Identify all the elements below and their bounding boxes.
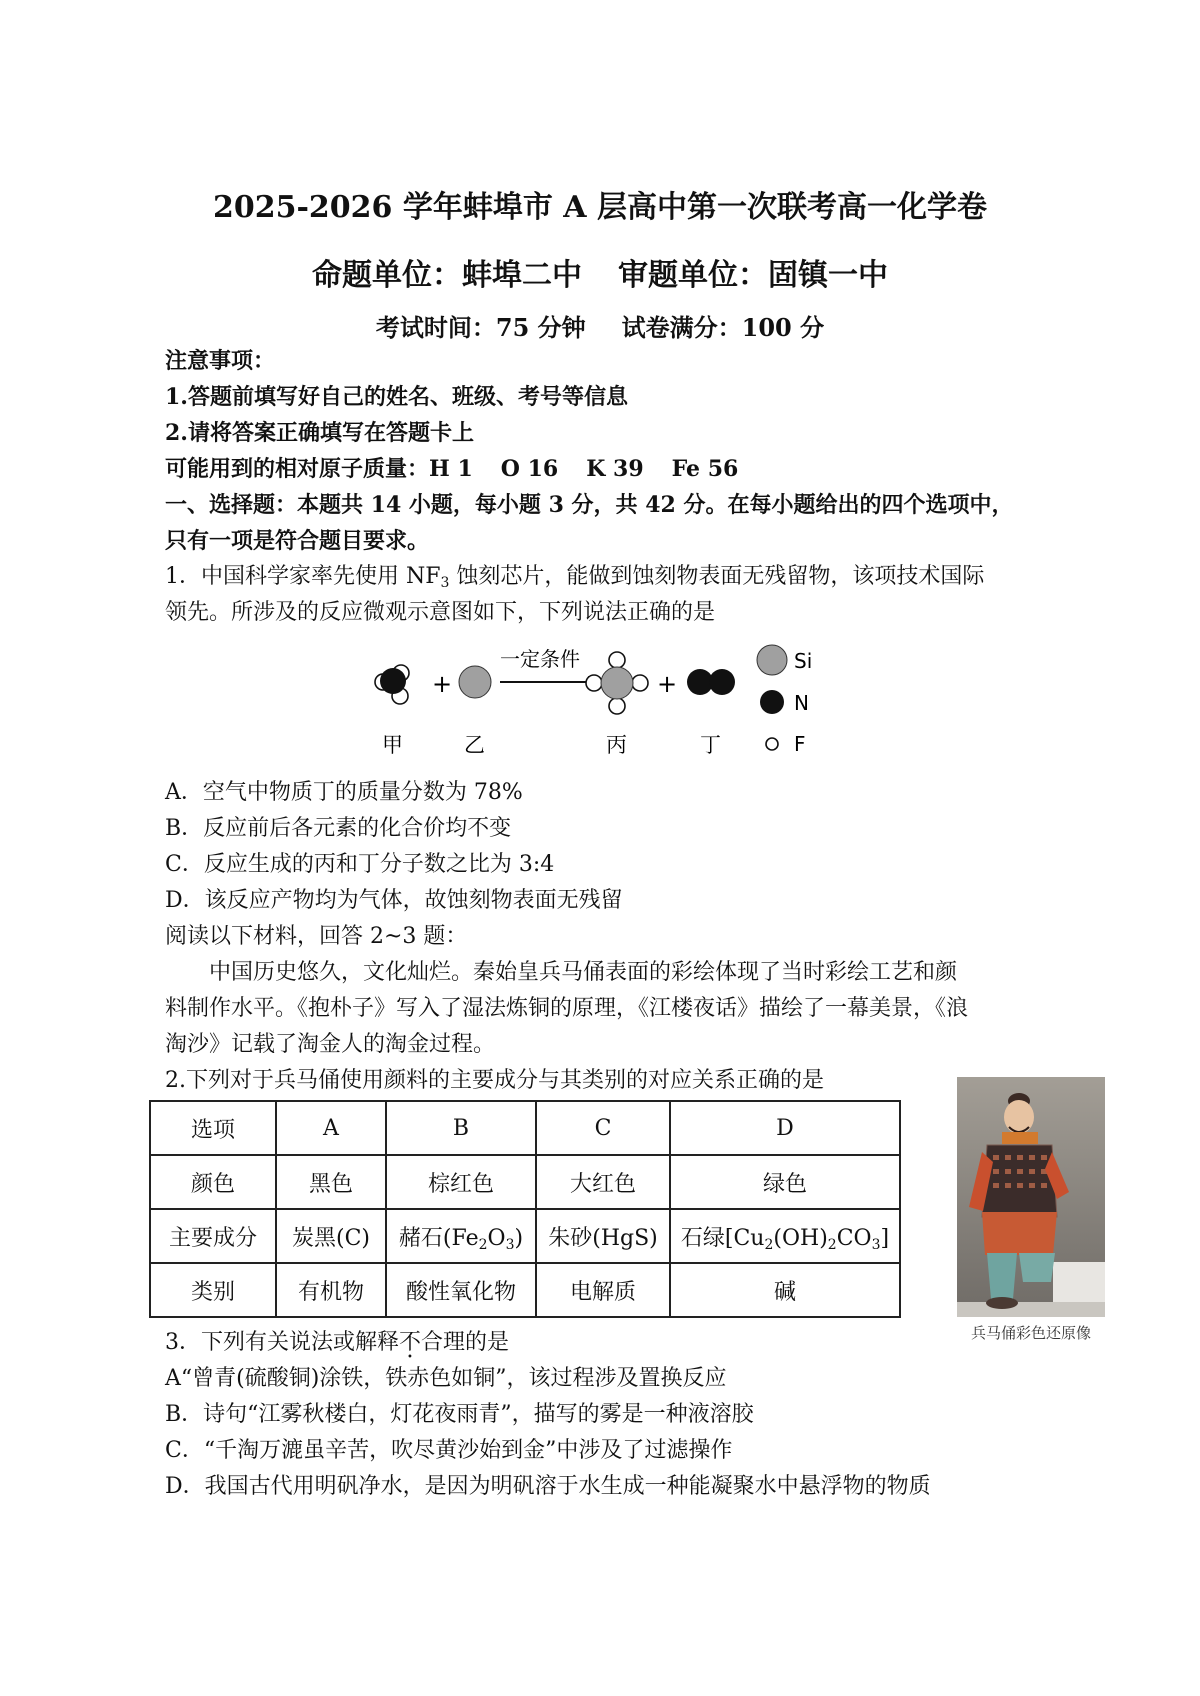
q1-text-b: 蚀刻芯片，能做到蚀刻物表面无残留物，该项技术国际 <box>449 564 985 589</box>
reading-p2: 料制作水平。《抱朴子》写入了湿法炼铜的原理，《江楼夜话》描绘了一幕美景，《浪 <box>165 996 969 1021</box>
reading-intro: 阅读以下材料，回答 2~3 题： <box>165 924 468 949</box>
table-cell: C <box>536 1101 670 1155</box>
table-cell <box>670 1209 900 1263</box>
atom-n <box>709 669 735 695</box>
table-cell: 电解质 <box>536 1263 670 1317</box>
notice-heading: 注意事项： <box>165 348 276 374</box>
table-cell: 炭黑(C) <box>276 1209 386 1263</box>
pigment-table <box>149 1100 901 1318</box>
formula-part: ] <box>880 1225 890 1251</box>
terracotta-warrior-photo <box>957 1077 1105 1317</box>
reading-p3: 淘沙》记载了淘金人的淘金过程。 <box>165 1032 496 1057</box>
table-cell: D <box>670 1101 900 1155</box>
q1-stem-line-1 <box>165 562 984 592</box>
formula-part: ) <box>514 1225 524 1251</box>
formula-part: CO <box>836 1225 872 1251</box>
legend-si: Si <box>794 649 813 673</box>
legend-si-icon <box>757 645 787 675</box>
table-cell: 黑色 <box>276 1155 386 1209</box>
table-cell: 大红色 <box>536 1155 670 1209</box>
table-cell: A <box>276 1101 386 1155</box>
photo-caption: 兵马俑彩色还原像 <box>970 1324 1091 1342</box>
table-cell: 有机物 <box>276 1263 386 1317</box>
plus-sign: + <box>432 670 453 698</box>
reaction-diagram <box>360 640 860 765</box>
table-row <box>150 1263 900 1317</box>
q1-text-a: 1．中国科学家率先使用 NF <box>165 564 441 589</box>
exam-meta <box>0 308 1200 343</box>
formula-sub: 2 <box>478 1236 488 1253</box>
atom-n <box>380 668 406 694</box>
table-cell: B <box>386 1101 536 1155</box>
legend-n-icon <box>760 690 784 714</box>
q1-sub: 3 <box>440 575 450 591</box>
formula-part: O <box>487 1225 506 1251</box>
full-score: 试卷满分：100 分 <box>621 313 825 342</box>
atom-f <box>632 675 648 691</box>
molecule-jia <box>375 665 409 704</box>
review-unit: 审题单位：固镇一中 <box>618 258 888 293</box>
q1-option-d: D．该反应产物均为气体，故蚀刻物表面无残留 <box>165 888 623 913</box>
table-row <box>150 1155 900 1209</box>
exam-time: 考试时间：75 分钟 <box>375 313 586 342</box>
formula-part: 赭石(Fe <box>398 1225 479 1251</box>
table-cell: 碱 <box>670 1263 900 1317</box>
table-cell <box>386 1209 536 1263</box>
mass-h: H 1 <box>429 456 473 482</box>
q2-stem: 2.下列对于兵马俑使用颜料的主要成分与其类别的对应关系正确的是 <box>165 1068 824 1093</box>
label-bing: 丙 <box>606 733 627 757</box>
q3-stem-a: 3．下列有关说法或解释 <box>165 1330 399 1355</box>
q1-option-c: C．反应生成的丙和丁分子数之比为 3:4 <box>165 852 555 877</box>
mass-fe: Fe 56 <box>671 456 739 482</box>
formula-sub: 2 <box>764 1236 774 1253</box>
table-cell: 主要成分 <box>150 1209 276 1263</box>
formula-part: (OH) <box>773 1225 828 1251</box>
legend-f-icon <box>766 738 778 750</box>
molecule-ding <box>687 669 735 695</box>
atom-f <box>586 675 602 691</box>
table-row <box>150 1101 900 1155</box>
plus-sign: + <box>657 670 678 698</box>
exam-units <box>0 250 1200 294</box>
reaction-condition: 一定条件 <box>500 647 580 671</box>
q3-option-d: D．我国古代用明矾净水，是因为明矾溶于水生成一种能凝聚水中悬浮物的物质 <box>165 1474 931 1499</box>
molecule-yi <box>459 666 491 698</box>
atom-si <box>601 667 633 699</box>
table-cell: 选项 <box>150 1101 276 1155</box>
exam-title: 2025-2026 学年蚌埠市 A 层高中第一次联考高一化学卷 <box>212 190 988 225</box>
legend-n: N <box>794 691 809 715</box>
q1-option-a: A．空气中物质丁的质量分数为 78% <box>165 780 523 805</box>
q1-option-b: B．反应前后各元素的化合价均不变 <box>165 816 512 841</box>
atom-f <box>609 652 625 668</box>
table-cell: 酸性氧化物 <box>386 1263 536 1317</box>
atomic-masses <box>165 454 738 484</box>
notice-item-2: 2.请将答案正确填写在答题卡上 <box>165 420 474 446</box>
table-row <box>150 1209 900 1263</box>
q3-option-b: B．诗句“江雾秋楼白，灯花夜雨青”，描写的雾是一种液溶胶 <box>165 1402 754 1427</box>
q3-option-a: A“曾青(硫酸铜)涂铁，铁赤色如铜”，该过程涉及置换反应 <box>165 1366 727 1391</box>
author-unit: 命题单位：蚌埠二中 <box>312 258 582 293</box>
section-1-line-2: 只有一项是符合题目要求。 <box>165 528 430 554</box>
legend-f: F <box>794 732 806 756</box>
mass-k: K 39 <box>586 456 644 482</box>
table-cell: 棕红色 <box>386 1155 536 1209</box>
reading-p1: 中国历史悠久，文化灿烂。秦始皇兵马俑表面的彩绘体现了当时彩绘工艺和颜 <box>209 960 958 985</box>
label-yi: 乙 <box>464 733 485 757</box>
emphasis-dot-char: 不 <box>399 1330 422 1355</box>
mass-o: O 16 <box>500 456 559 482</box>
q3-stem-b: 合理的是 <box>421 1330 510 1355</box>
table-cell: 绿色 <box>670 1155 900 1209</box>
q3-option-c: C．“千淘万漉虽辛苦，吹尽黄沙始到金”中涉及了过滤操作 <box>165 1438 733 1463</box>
formula-sub: 2 <box>827 1236 837 1253</box>
molecule-bing <box>586 652 648 714</box>
q1-stem-line-2: 领先。所涉及的反应微观示意图如下，下列说法正确的是 <box>165 600 716 625</box>
table-cell: 颜色 <box>150 1155 276 1209</box>
section-1-line-1: 一、选择题：本题共 14 小题，每小题 3 分，共 42 分。在每小题给出的四个选项中， <box>165 492 1014 518</box>
notice-item-1: 1.答题前填写好自己的姓名、班级、考号等信息 <box>165 384 628 410</box>
label-jia: 甲 <box>382 733 403 757</box>
table-cell: 朱砂(HgS) <box>536 1209 670 1263</box>
q3-stem <box>165 1328 509 1358</box>
formula-sub: 3 <box>871 1236 881 1253</box>
atom-f <box>609 698 625 714</box>
formula-part: 石绿[Cu <box>680 1225 765 1251</box>
formula-sub: 3 <box>505 1236 515 1253</box>
table-cell: 类别 <box>150 1263 276 1317</box>
atomic-mass-label: 可能用到的相对原子质量： <box>165 456 430 482</box>
label-ding: 丁 <box>700 733 721 757</box>
